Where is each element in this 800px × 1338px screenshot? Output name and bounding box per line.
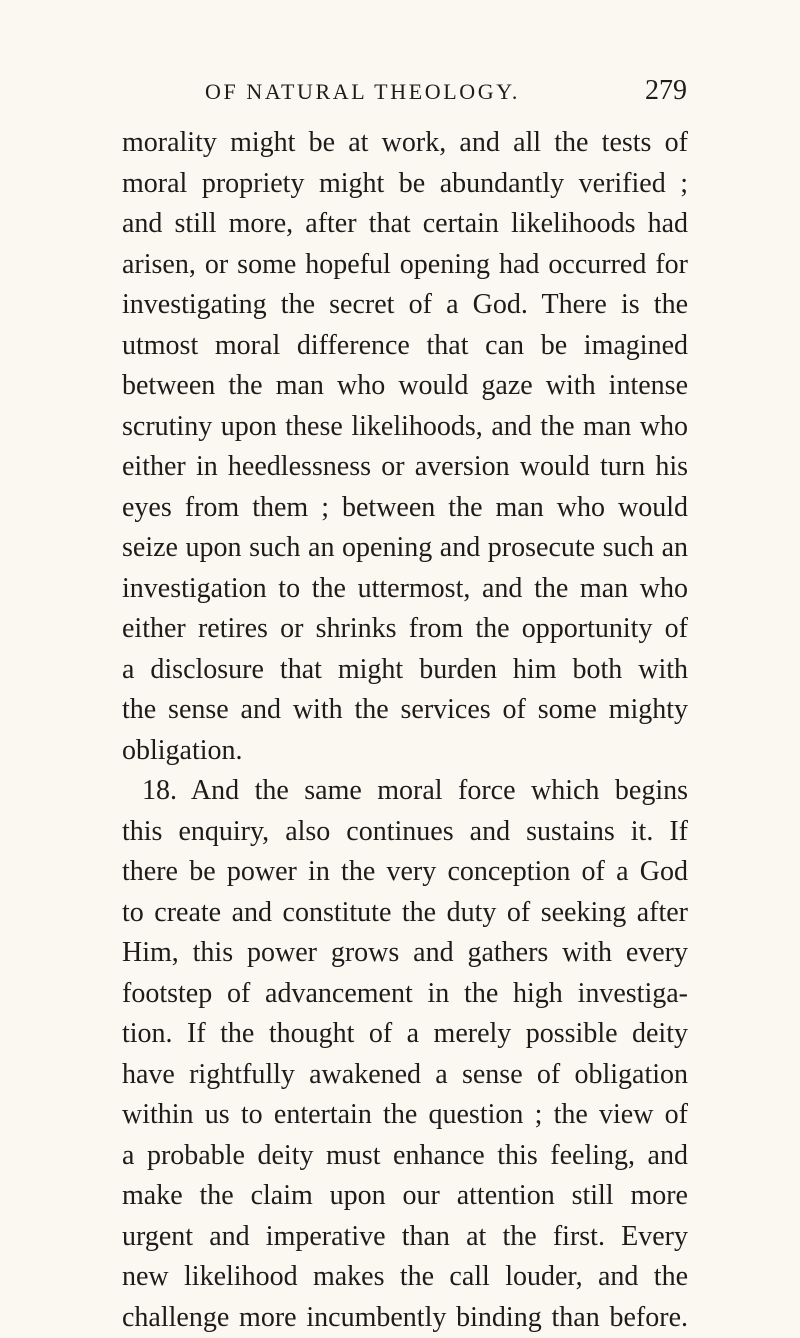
text-line: have rightfully awakened a sense of obligation: [122, 1055, 688, 1096]
text-line: make the claim upon our attention still more: [122, 1176, 688, 1217]
text-line: scrutiny upon these likelihoods, and the man who: [122, 407, 688, 448]
text-line: utmost moral difference that can be imagined: [122, 326, 688, 367]
text-line: there be power in the very conception of a God: [122, 852, 688, 893]
text-line: either retires or shrinks from the opportunity of: [122, 609, 688, 650]
text-line: and still more, after that certain likelihoods had: [122, 204, 688, 245]
text-line: either in heedlessness or aversion would turn his: [122, 447, 688, 488]
text-line: within us to entertain the question ; the view of: [122, 1095, 688, 1136]
text-line: to create and constitute the duty of seeking after: [122, 893, 688, 934]
section-18-start-line: 18. And the same moral force which begins: [122, 771, 688, 812]
text-line: challenge more incumbently binding than before.: [122, 1298, 688, 1338]
text-line: arisen, or some hopeful opening had occurred for: [122, 245, 688, 286]
text-line: tion. If the thought of a merely possible deity: [122, 1014, 688, 1055]
running-title: OF NATURAL THEOLOGY.: [205, 78, 520, 106]
body-text: [122, 123, 688, 1338]
text-line: investigation to the uttermost, and the man who: [122, 569, 688, 610]
text-line: footstep of advancement in the high investiga-: [122, 974, 688, 1015]
text-line: morality might be at work, and all the tests of: [122, 123, 688, 164]
text-line: a probable deity must enhance this feeling, and: [122, 1136, 688, 1177]
text-line: investigating the secret of a God. There is the: [122, 285, 688, 326]
text-line: the sense and with the services of some mighty: [122, 690, 688, 731]
page-number: 279: [645, 76, 687, 106]
text-line: urgent and imperative than at the first. Every: [122, 1217, 688, 1258]
text-line: new likelihood makes the call louder, and the: [122, 1257, 688, 1298]
text-line: a disclosure that might burden him both with: [122, 650, 688, 691]
text-line: this enquiry, also continues and sustains it. If: [122, 812, 688, 853]
text-line: eyes from them ; between the man who would: [122, 488, 688, 529]
text-line: between the man who would gaze with intense: [122, 366, 688, 407]
running-head: [0, 78, 800, 112]
text-line: Him, this power grows and gathers with every: [122, 933, 688, 974]
text-line: seize upon such an opening and prosecute such an: [122, 528, 688, 569]
paragraph-end-line: obligation.: [122, 731, 688, 772]
text-line: moral propriety might be abundantly verified ;: [122, 164, 688, 205]
